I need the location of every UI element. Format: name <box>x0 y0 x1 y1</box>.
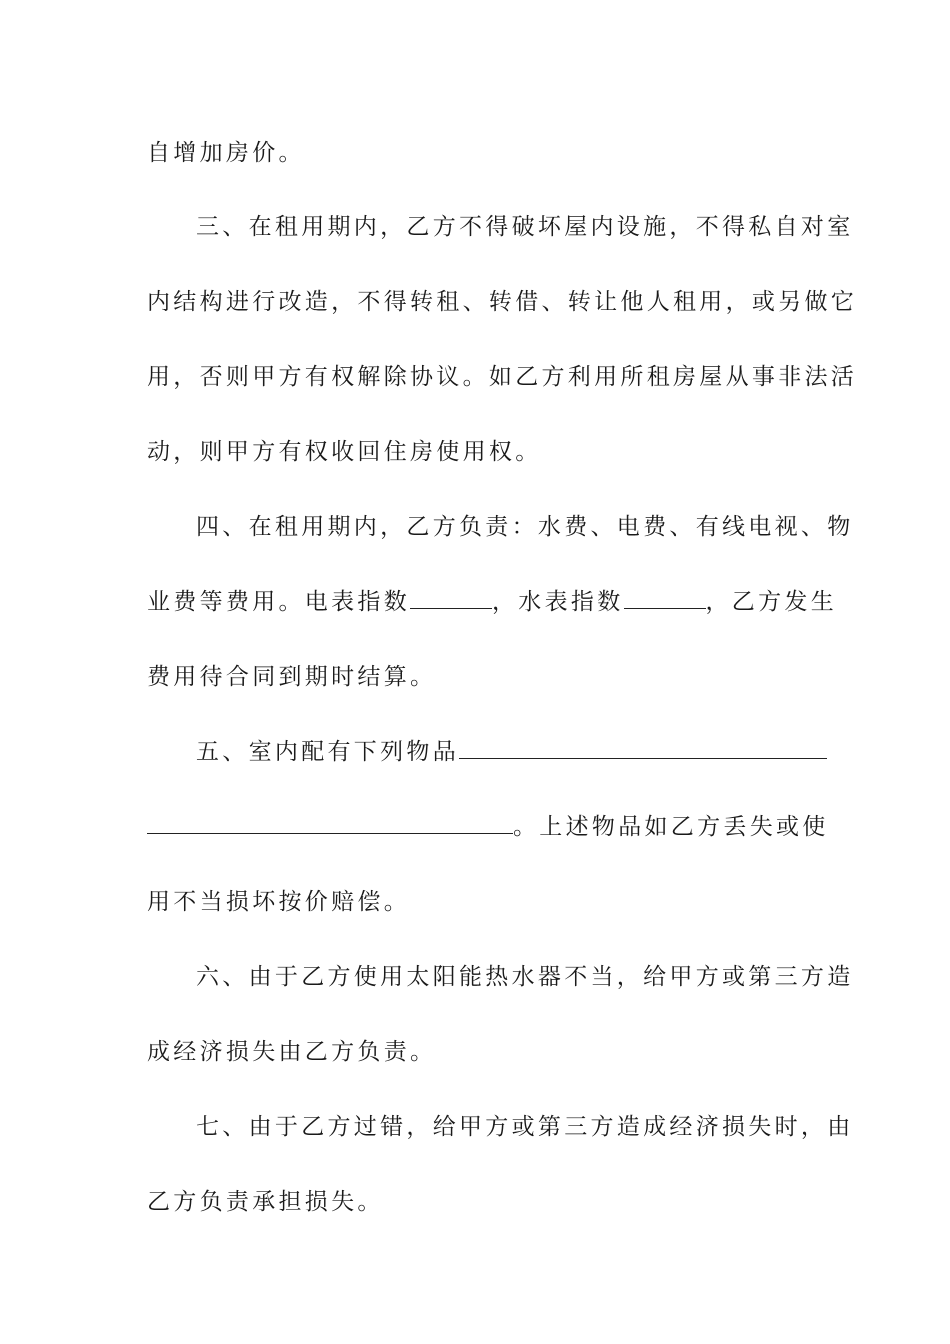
items-blank-continued <box>147 813 513 834</box>
paragraph-line: 六、由于乙方使用太阳能热水器不当，给甲方或第三方造 <box>196 964 854 990</box>
paragraph-line: 七、由于乙方过错，给甲方或第三方造成经济损失时，由 <box>196 1114 854 1140</box>
paragraph-line: 用，否则甲方有权解除协议。如乙方利用所租房屋从事非法活 <box>147 364 858 390</box>
items-text: 五、室内配有下列物品 <box>196 739 459 765</box>
paragraph-line: 费用待合同到期时结算。 <box>147 664 437 690</box>
electric-meter-blank <box>410 588 492 609</box>
water-meter-blank <box>624 588 706 609</box>
meter-text: ，乙方发生 <box>705 589 837 615</box>
items-text: 。上述物品如乙方丢失或使 <box>513 814 829 840</box>
paragraph-line: 用不当损坏按价赔偿。 <box>147 889 410 915</box>
paragraph-line: 内结构进行改造，不得转租、转借、转让他人租用，或另做它 <box>147 289 858 315</box>
paragraph-line <box>196 737 807 767</box>
paragraph-line: 自增加房价。 <box>147 140 305 166</box>
meter-text: ，水表指数 <box>492 589 624 615</box>
meter-text: 业费等费用。电表指数 <box>147 589 410 615</box>
items-blank <box>459 738 827 759</box>
paragraph-line: 动，则甲方有权收回住房使用权。 <box>147 439 542 465</box>
paragraph-line <box>147 812 829 842</box>
paragraph-line <box>147 587 837 617</box>
paragraph-line: 四、在租用期内，乙方负责：水费、电费、有线电视、物 <box>196 514 854 540</box>
paragraph-line: 成经济损失由乙方负责。 <box>147 1039 437 1065</box>
paragraph-line: 乙方负责承担损失。 <box>147 1189 384 1215</box>
paragraph-line: 三、在租用期内，乙方不得破坏屋内设施，不得私自对室 <box>196 214 854 240</box>
